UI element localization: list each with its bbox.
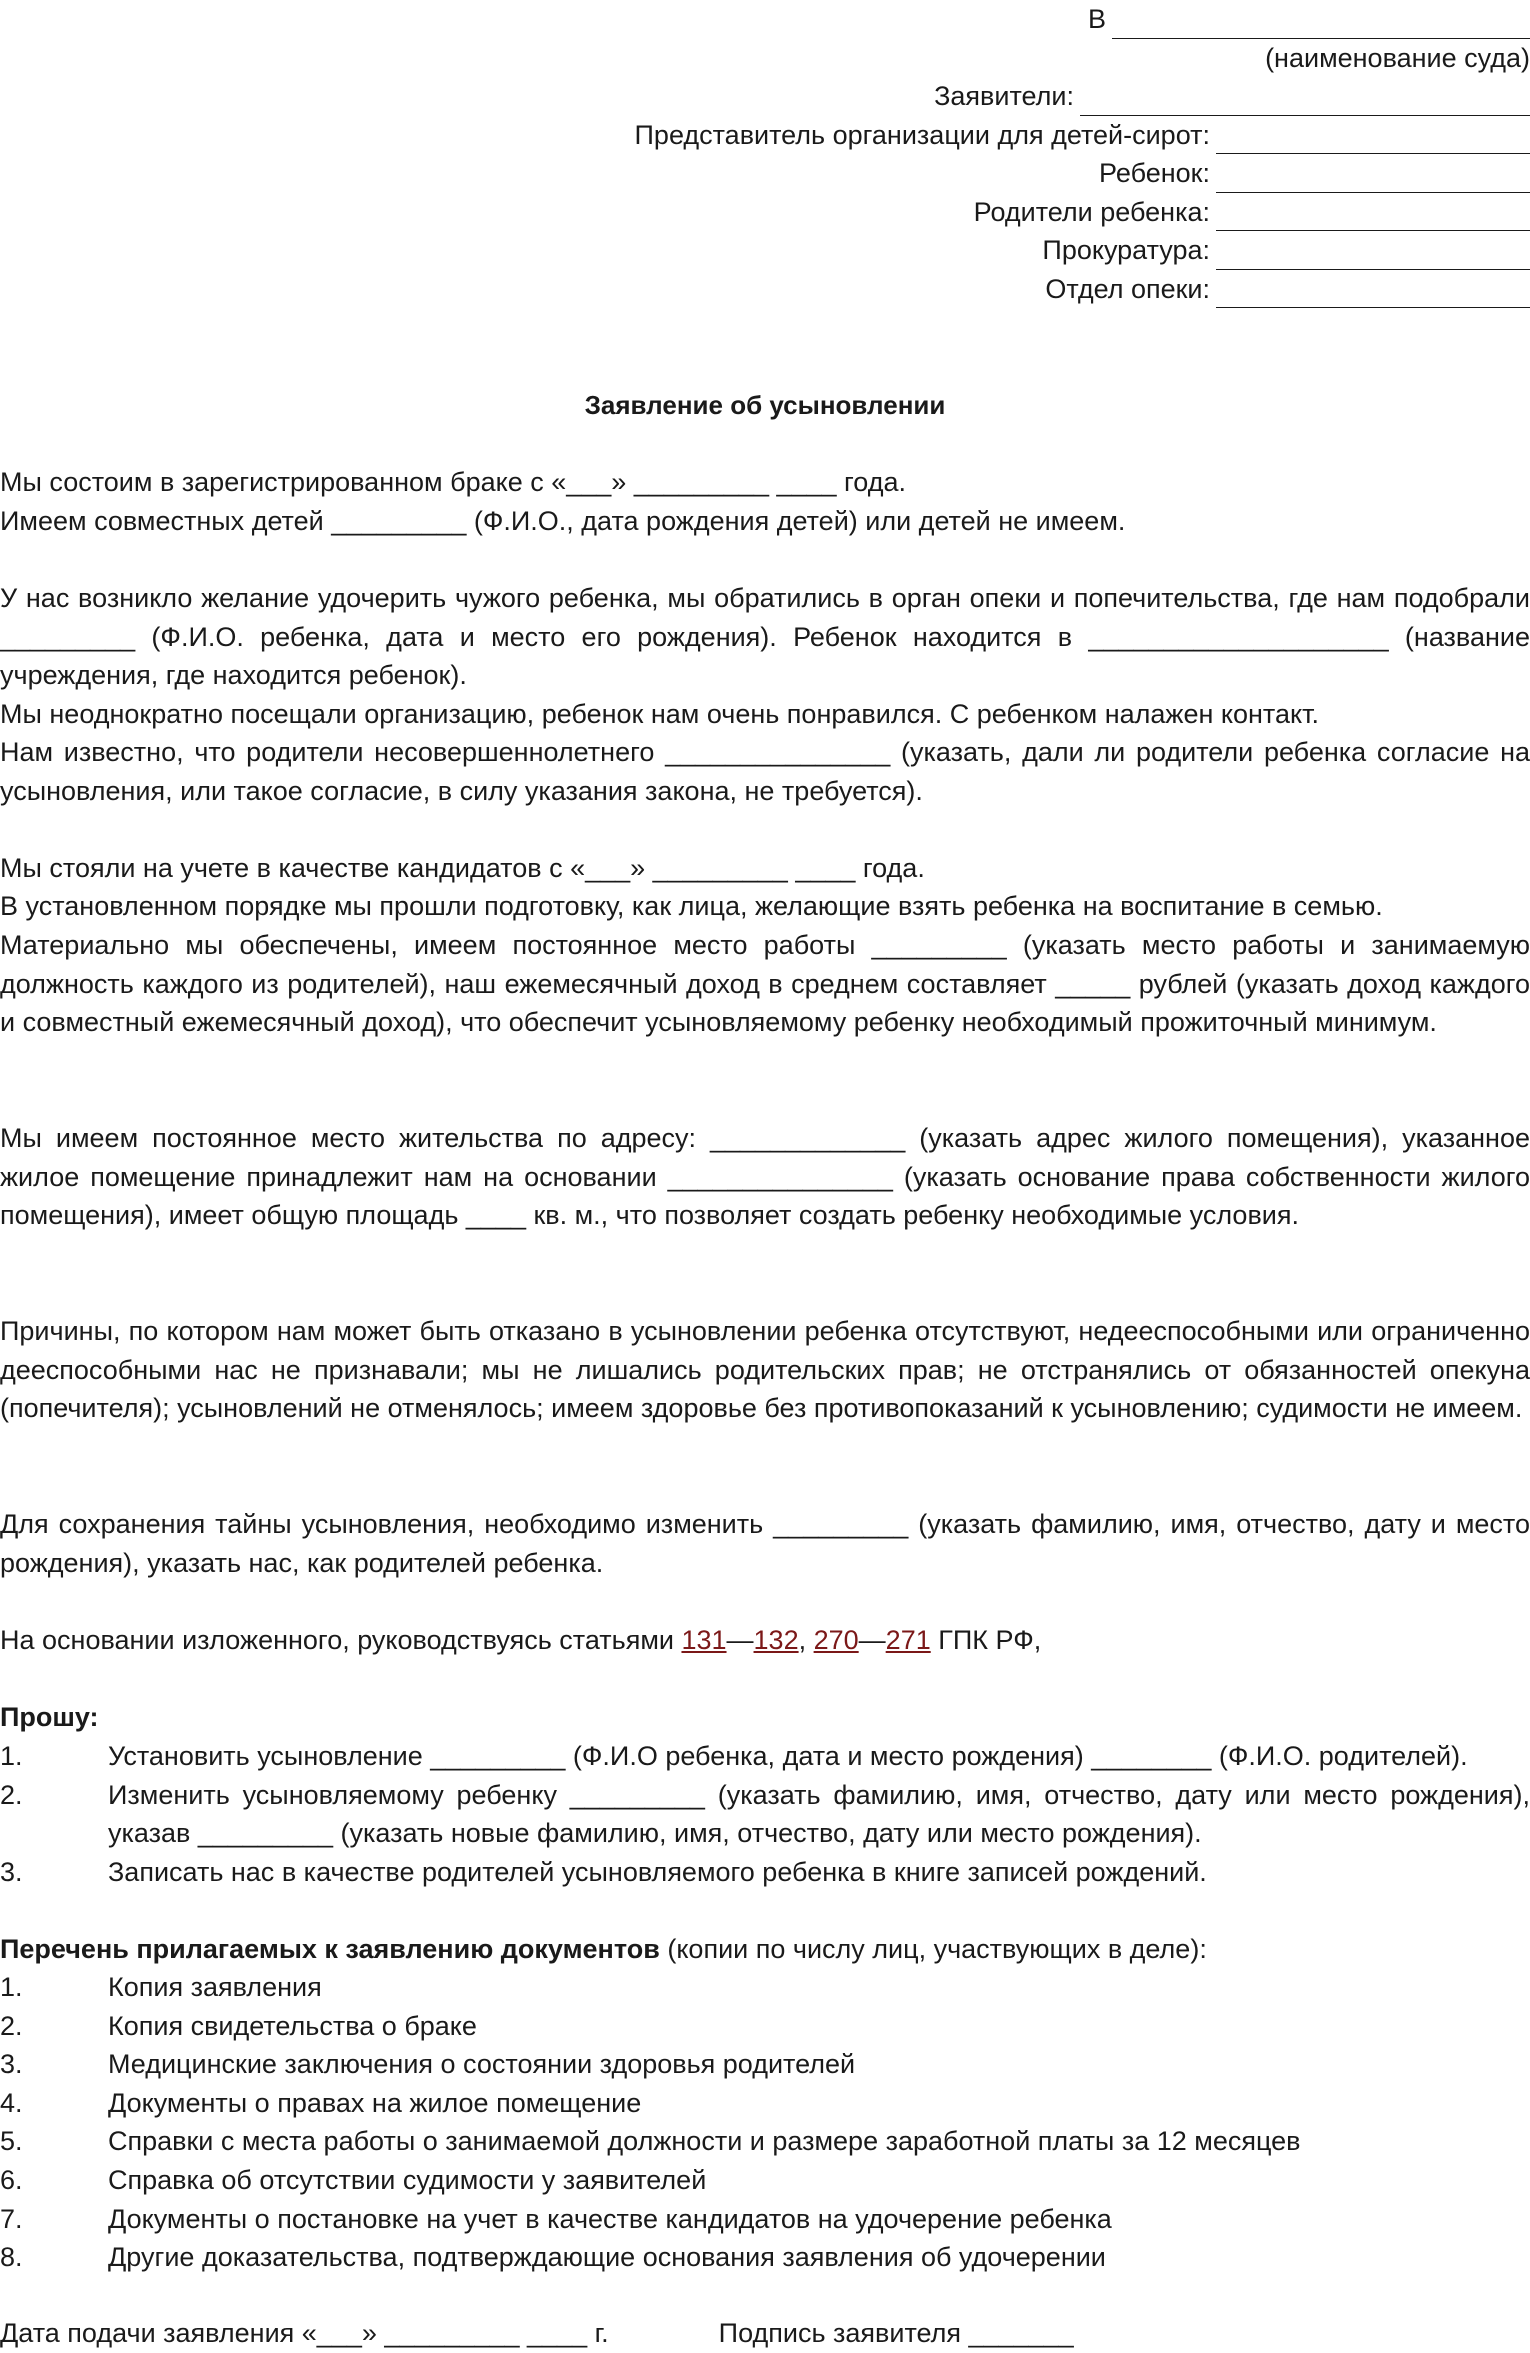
applicant-signature: Подпись заявителя _______ <box>718 2318 1074 2348</box>
list-item: 4. Документы о правах на жилое помещение <box>0 2087 642 2118</box>
list-item: 1. Установить усыновление _________ (Ф.И.О ребенка, дата и место рождения) ________ (Ф.И.О. родителей). <box>0 1741 1468 1771</box>
court-blank <box>1112 10 1530 39</box>
submission-date: Дата подачи заявления «___» _________ ____ г. <box>0 2318 609 2348</box>
guardianship-label: Отдел опеки: <box>1045 273 1210 304</box>
list-item: 8. Другие доказательства, подтверждающие основания заявления об удочерении <box>0 2242 1106 2273</box>
article-270-link[interactable]: 270 <box>813 1625 859 1655</box>
child-parents-blank <box>1216 202 1530 231</box>
paragraph-legal-basis: На основании изложенного, руководствуясь статьями 131—132, 270—271 ГПК РФ, <box>0 1625 1042 1655</box>
applicants-line <box>30 77 1530 116</box>
court-prefix: В <box>1087 4 1106 34</box>
documents-list <box>0 1968 1530 2277</box>
child-blank <box>1216 164 1530 193</box>
list-item: 7. Документы о постановке на учет в качестве кандидатов на удочерение ребенка <box>0 2203 1112 2234</box>
article-131-link[interactable]: 131 <box>681 1625 727 1655</box>
signature-line <box>0 2314 1530 2353</box>
list-item: 3. Медицинские заключения о состоянии здоровья родителей <box>0 2049 856 2080</box>
paragraph-no-obstacles: Причины, по котором нам может быть отказано в усыновлении ребенка отсутствуют, недееспособными или ограниченно дееспособными нас не признавали; мы не лишались родительских прав; не отстранялись от обязанностей опекуна (попечителя); усыновлений не отменялось; имеем здоровье без противопоказаний к усыновлению; судимости не имеем. <box>0 1316 1530 1424</box>
list-item: 2. Изменить усыновляемому ребенку _________ (указать фамилию, имя, отчество, дату или место рождения), указав _________ (указать новые фамилию, имя, отчество, дату или место рождения). <box>0 1779 1530 1849</box>
list-item: 6. Справка об отсутствии судимости у заявителей <box>0 2164 707 2195</box>
documents-heading: Перечень прилагаемых к заявлению документов (копии по числу лиц, участвующих в деле): <box>0 1934 1207 1964</box>
paragraph-registration: Мы стояли на учете в качестве кандидатов с «___» _________ ____ года. <box>0 853 925 883</box>
request-heading: Прошу: <box>0 1702 99 1732</box>
child-parents-label: Родители ребенка: <box>973 196 1210 227</box>
paragraph-residence: Мы имеем постоянное место жительства по адресу: _____________ (указать адрес жилого помещения), указанное жилое помещение принадлежит нам на основании _______________ (указать основание права собственности жилого помещения), имеет общую площадь ____ кв. м., что позволяет создать ребенку необходимые условия. <box>0 1123 1530 1231</box>
paragraph-marriage: Мы состоим в зарегистрированном браке с «___» _________ ____ года. <box>0 467 906 497</box>
list-item: 1. Копия заявления <box>0 1972 322 2002</box>
prosecutor-label: Прокуратура: <box>1042 235 1210 265</box>
orphan-org-label: Представитель организации для детей-сирот: <box>634 119 1210 150</box>
paragraph-finances: Материально мы обеспечены, имеем постоянное место работы _________ (указать место работы и занимаемую должность каждого из родителей), наш ежемесячный доход в среднем составляет _____ рублей (указать доход каждого и совместный ежемесячный доход), что обеспечит усыновляемому ребенку необходимый прожиточный минимум. <box>0 930 1530 1038</box>
list-item: 2. Копия свидетельства о браке <box>0 2010 477 2041</box>
addressee-block <box>30 0 1530 308</box>
court-line <box>30 0 1530 39</box>
applicants-blank <box>1080 87 1530 116</box>
child-label: Ребенок: <box>1099 158 1210 188</box>
paragraph-visits: Мы неоднократно посещали организацию, ребенок нам очень понравился. С ребенком налажен контакт. <box>0 699 1320 729</box>
orphan-org-blank <box>1216 125 1530 154</box>
paragraph-parents-consent: Нам известно, что родители несовершеннолетнего _______________ (указать, дали ли родители ребенка согласие на усыновления, или такое согласие, в силу указания закона, не требуется). <box>0 737 1530 806</box>
child-line <box>30 154 1530 193</box>
article-132-link[interactable]: 132 <box>753 1625 799 1655</box>
court-caption: (наименование суда) <box>1265 42 1530 73</box>
request-list <box>0 1737 1530 1891</box>
prosecutor-line <box>30 231 1530 270</box>
guardianship-line <box>30 270 1530 309</box>
article-271-link[interactable]: 271 <box>885 1625 931 1655</box>
document-title: Заявление об усыновлении <box>584 390 946 420</box>
prosecutor-blank <box>1216 241 1530 270</box>
paragraph-children: Имеем совместных детей _________ (Ф.И.О., дата рождения детей) или детей не имеем. <box>0 506 1126 536</box>
paragraph-training: В установленном порядке мы прошли подготовку, как лица, желающие взять ребенка на воспитание в семью. <box>0 891 1383 921</box>
orphan-org-line <box>30 116 1530 155</box>
paragraph-secrecy: Для сохранения тайны усыновления, необходимо изменить _________ (указать фамилию, имя, отчество, дату и место рождения), указать нас, как родителей ребенка. <box>0 1509 1530 1578</box>
list-item: 3. Записать нас в качестве родителей усыновляемого ребенка в книге записей рождений. <box>0 1856 1207 1887</box>
applicants-label: Заявители: <box>934 81 1074 111</box>
paragraph-wish: У нас возникло желание удочерить чужого ребенка, мы обратились в орган опеки и попечительства, где нам подобрали _________ (Ф.И.О. ребенка, дата и место его рождения). Ребенок находится в ____________________ (название учреждения, где находится ребенок). <box>0 583 1530 691</box>
guardianship-blank <box>1216 279 1530 308</box>
list-item: 5. Справки с места работы о занимаемой должности и размере заработной платы за 12 месяцев <box>0 2126 1301 2157</box>
child-parents-line <box>30 193 1530 232</box>
